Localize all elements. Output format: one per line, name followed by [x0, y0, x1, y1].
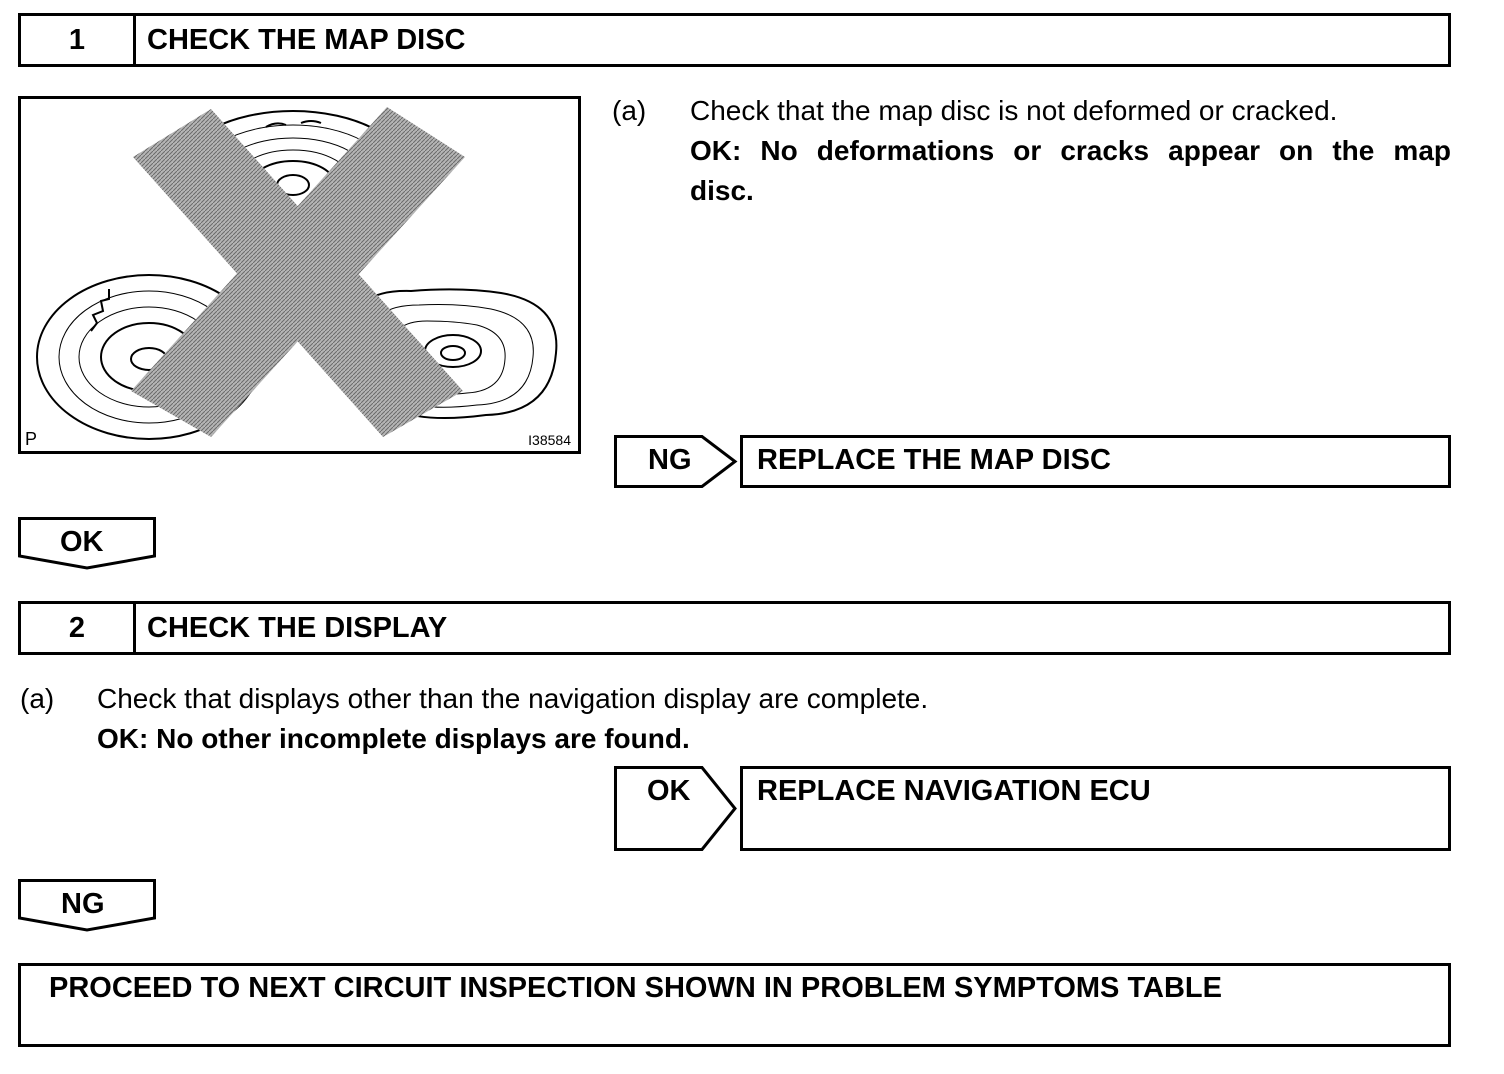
step-1-title: CHECK THE MAP DISC [147, 23, 466, 56]
step-2-ok-label: OK [647, 775, 691, 807]
step-1-ng-label: NG [648, 444, 692, 476]
figure-corner-label: P [25, 429, 38, 449]
step-1-instruction: Check that the map disc is not deformed or cracked. [690, 95, 1338, 126]
final-action-box: PROCEED TO NEXT CIRCUIT INSPECTION SHOWN IN PROBLEM SYMPTOMS TABLE [18, 963, 1451, 1047]
step-1-header [18, 13, 1451, 67]
step-1-ok-arrow [18, 517, 156, 571]
map-disc-figure [18, 96, 581, 454]
step-2-ok-action: REPLACE NAVIGATION ECU [740, 766, 1451, 851]
step-2-number: 2 [21, 604, 136, 652]
step-1-item-marker: (a) [612, 95, 647, 126]
step-2-header [18, 601, 1451, 655]
step-2-instruction: Check that displays other than the navigation display are complete. [97, 683, 929, 714]
step-2-ng-arrow [18, 879, 156, 933]
prohibited-x-mark [131, 107, 465, 437]
step-2-ok-arrow [614, 766, 738, 851]
step-2-ng-label: NG [61, 888, 105, 920]
step-2-title: CHECK THE DISPLAY [147, 611, 448, 644]
figure-id: I38584 [528, 432, 571, 448]
step-1-ng-arrow [614, 435, 738, 488]
damaged-discs-illustration [21, 99, 578, 451]
step-2-ok-criteria: OK: No other incomplete displays are found. [97, 723, 690, 754]
step-1-ng-action: REPLACE THE MAP DISC [740, 435, 1451, 488]
step-1-ok-label: OK [60, 526, 104, 558]
step-1-ok-criteria: OK: No deformations or cracks appear on the map [690, 135, 1451, 166]
step-1-number: 1 [21, 16, 136, 64]
step-2-item-marker: (a) [20, 683, 55, 714]
step-1-ok-criteria-continued: disc. [690, 175, 754, 206]
